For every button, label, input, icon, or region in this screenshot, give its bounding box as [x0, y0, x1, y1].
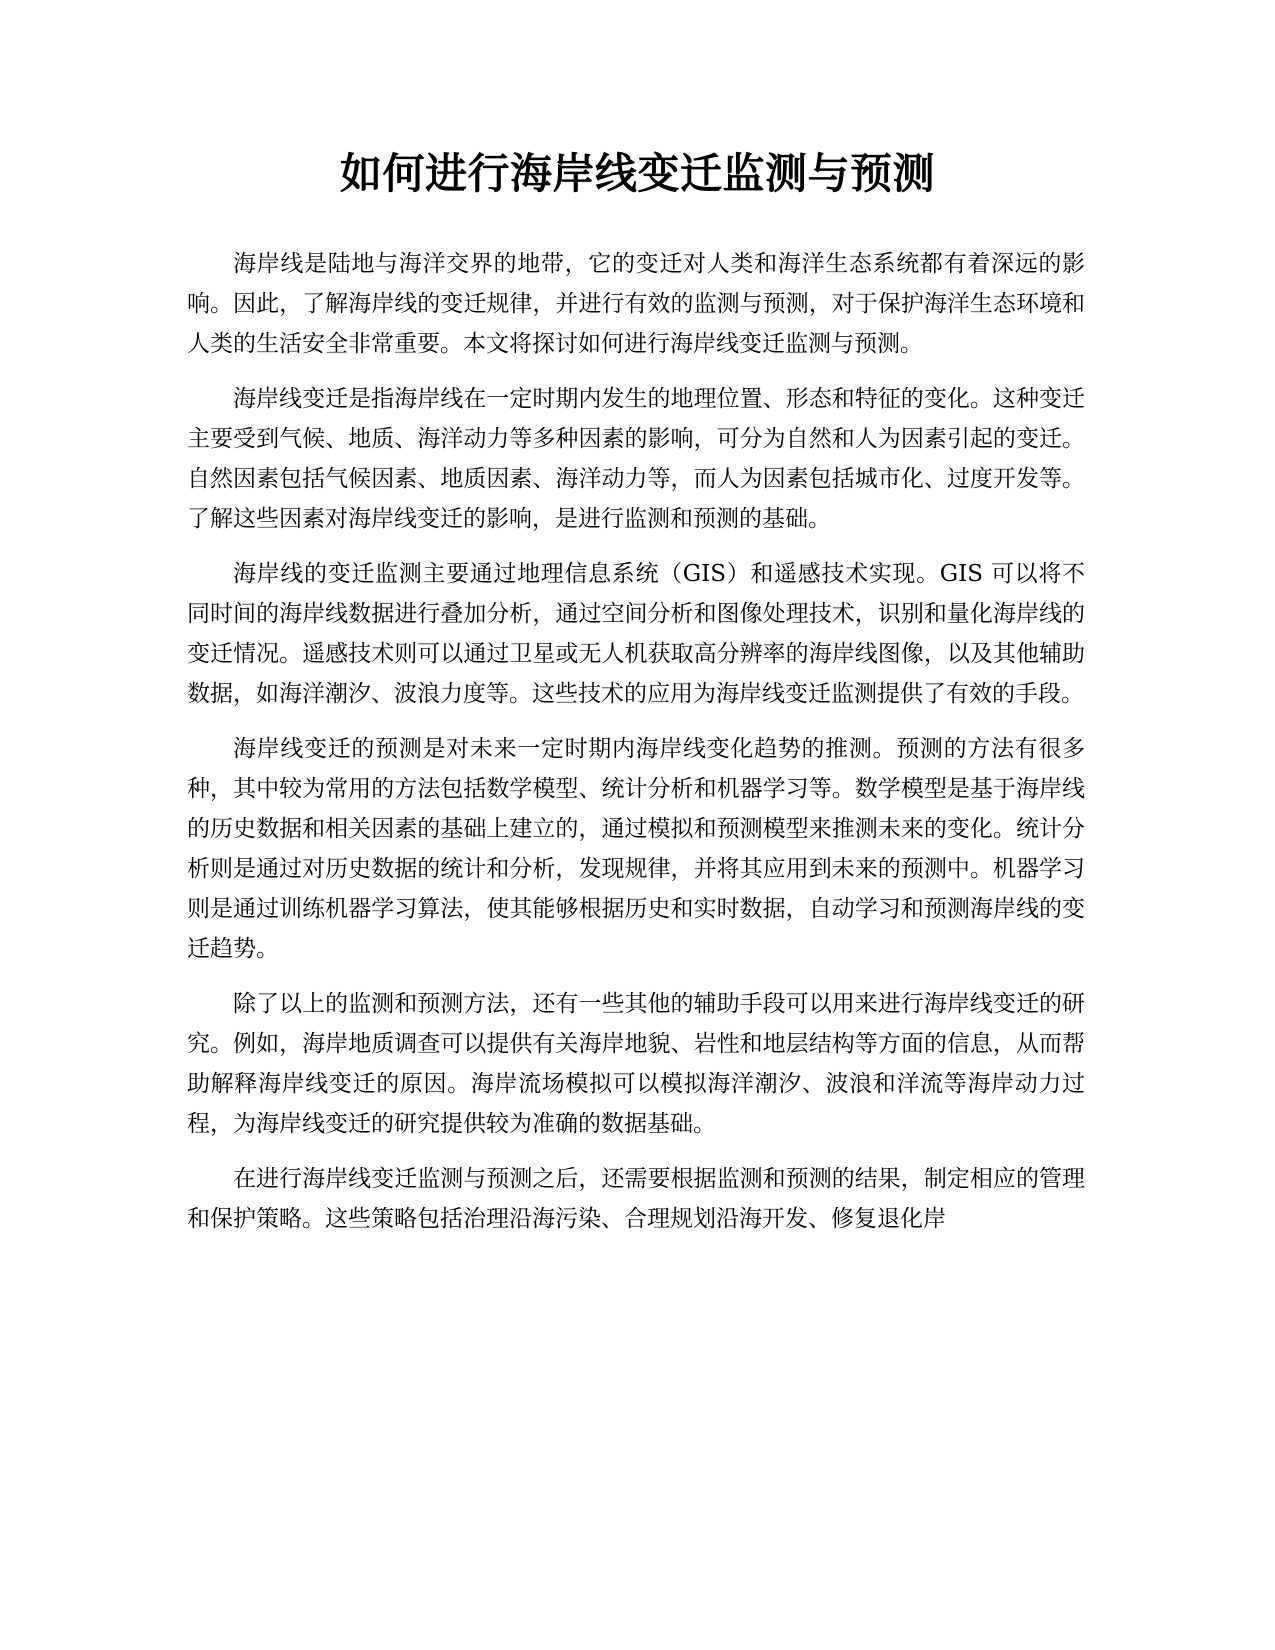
paragraph-management: 在进行海岸线变迁监测与预测之后，还需要根据监测和预测的结果，制定相应的管理和保护策略。这些策略包括治理沿海污染、合理规划沿海开发、修复退化岸: [187, 1166, 1085, 1232]
paragraph-monitoring: 海岸线的变迁监测主要通过地理信息系统（GIS）和遥感技术实现。GIS 可以将不同时间的海岸线数据进行叠加分析，通过空间分析和图像处理技术，识别和量化海岸线的变迁情况。遥感技术则可以通过卫星或无人机获取高分辨率的海岸线图像，以及其他辅助数据，如海洋潮汐、波浪力度等。这些技术的应用为海岸线变迁监测提供了有效的手段。: [187, 561, 1085, 707]
paragraph-auxiliary-methods: 除了以上的监测和预测方法，还有一些其他的辅助手段可以用来进行海岸线变迁的研究。例如，海岸地质调查可以提供有关海岸地貌、岩性和地层结构等方面的信息，从而帮助解释海岸线变迁的原因。海岸流场模拟可以模拟海洋潮汐、波浪和洋流等海岸动力过程，为海岸线变迁的研究提供较为准确的数据基础。: [187, 991, 1085, 1137]
document-body: [187, 244, 1085, 1254]
paragraph-definition: 海岸线变迁是指海岸线在一定时期内发生的地理位置、形态和特征的变化。这种变迁主要受到气候、地质、海洋动力等多种因素的影响，可分为自然和人为因素引起的变迁。自然因素包括气候因素、地质因素、海洋动力等，而人为因素包括城市化、过度开发等。了解这些因素对海岸线变迁的影响，是进行监测和预测的基础。: [187, 386, 1085, 532]
paragraph-prediction: 海岸线变迁的预测是对未来一定时期内海岸线变化趋势的推测。预测的方法有很多种，其中较为常用的方法包括数学模型、统计分析和机器学习等。数学模型是基于海岸线的历史数据和相关因素的基础上建立的，通过模拟和预测模型来推测未来的变化。统计分析则是通过对历史数据的统计和分析，发现规律，并将其应用到未来的预测中。机器学习则是通过训练机器学习算法，使其能够根据历史和实时数据，自动学习和预测海岸线的变迁趋势。: [187, 736, 1085, 962]
document-title: 如何进行海岸线变迁监测与预测: [339, 149, 935, 198]
paragraph-intro: 海岸线是陆地与海洋交界的地带，它的变迁对人类和海洋生态系统都有着深远的影响。因此，了解海岸线的变迁规律，并进行有效的监测与预测，对于保护海洋生态环境和人类的生活安全非常重要。本文将探讨如何进行海岸线变迁监测与预测。: [187, 251, 1085, 357]
